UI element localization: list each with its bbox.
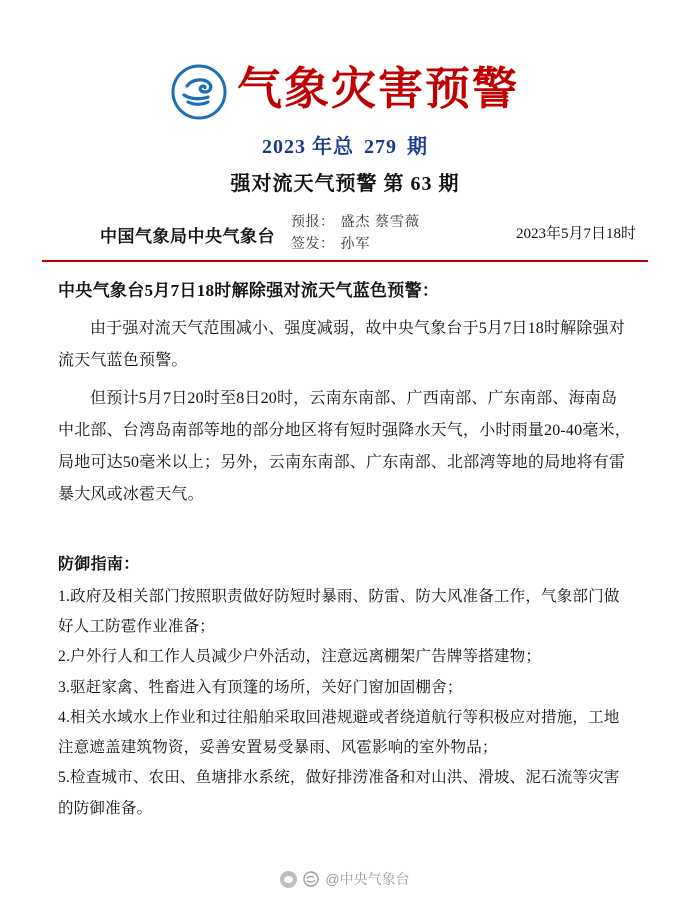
issue-year-unit: 年总 <box>312 136 354 158</box>
document-meta <box>36 212 654 256</box>
page-title: 气象灾害预警 <box>236 64 519 115</box>
sub-issue-suffix: 期 <box>438 173 460 195</box>
warning-type-label: 强对流天气预警 <box>230 173 378 195</box>
issuing-organization: 中国气象局中央气象台 <box>100 227 275 246</box>
guideline-item: 5.检查城市、农田、鱼塘排水系统，做好排涝准备和对山洪、滑坡、泥石流等灾害的防御准备。 <box>58 769 620 817</box>
document-body <box>58 276 632 824</box>
issue-suffix: 期 <box>407 136 428 158</box>
forecaster-label: 预报： <box>291 215 335 230</box>
issue-line <box>0 130 690 159</box>
issue-number: 279 <box>364 136 397 158</box>
body-headline: 中央气象台5月7日18时解除强对流天气蓝色预警： <box>58 281 440 300</box>
body-paragraph: 但预计5月7日20时至8日20时，云南东南部、广西南部、广东南部、海南岛中北部、台湾岛南部等地的部分地区将有短时强降水天气，小时雨量20-40毫米，局地可达50毫米以上；另外，云南东南部、广东南部、北部湾等地的局地将有雷暴大风或冰雹天气。 <box>58 390 631 503</box>
forecaster-row <box>291 212 420 234</box>
issue-year: 2023 <box>262 136 306 158</box>
guideline-item: 1.政府及相关部门按照职责做好防短时暴雨、防雷、防大风准备工作，气象部门做好人工防雹作业准备； <box>58 588 620 636</box>
signer-row <box>291 234 420 256</box>
forecaster-value: 盛杰 蔡雪薇 <box>340 215 420 230</box>
issue-datetime: 2023年5月7日18时 <box>515 226 636 242</box>
sub-issue-no-label: 第 <box>383 173 405 195</box>
weibo-icon <box>280 871 297 888</box>
footer-watermark <box>0 869 690 889</box>
account-avatar-icon <box>303 871 319 887</box>
watermark-text: @中央气象台 <box>325 871 410 887</box>
signer-value: 孙军 <box>340 236 371 252</box>
guideline-item: 3.驱赶家禽、牲畜进入有顶篷的场所，关好门窗加固棚舍； <box>58 678 463 696</box>
title-row <box>0 62 690 118</box>
body-paragraph: 由于强对流天气范围减小、强度减弱，故中央气象台于5月7日18时解除强对流天气蓝色预警。 <box>58 320 626 369</box>
guideline-item: 2.户外行人和工作人员减少户外活动，注意远离棚架广告牌等搭建物； <box>58 648 542 666</box>
sub-issue-number: 63 <box>410 173 433 195</box>
guidelines-title: 防御指南： <box>58 556 140 573</box>
guideline-item: 4.相关水域水上作业和过往船舶采取回港规避或者绕道航行等积极应对措施，工地注意遮盖建筑物资，妥善安置易受暴雨、风雹影响的室外物品； <box>58 708 620 757</box>
header-divider <box>42 260 648 262</box>
cma-seal-icon <box>171 64 227 120</box>
document-header <box>0 0 690 196</box>
credits-block <box>291 212 420 255</box>
sub-issue-line <box>0 167 690 196</box>
signer-label: 签发： <box>291 236 335 252</box>
